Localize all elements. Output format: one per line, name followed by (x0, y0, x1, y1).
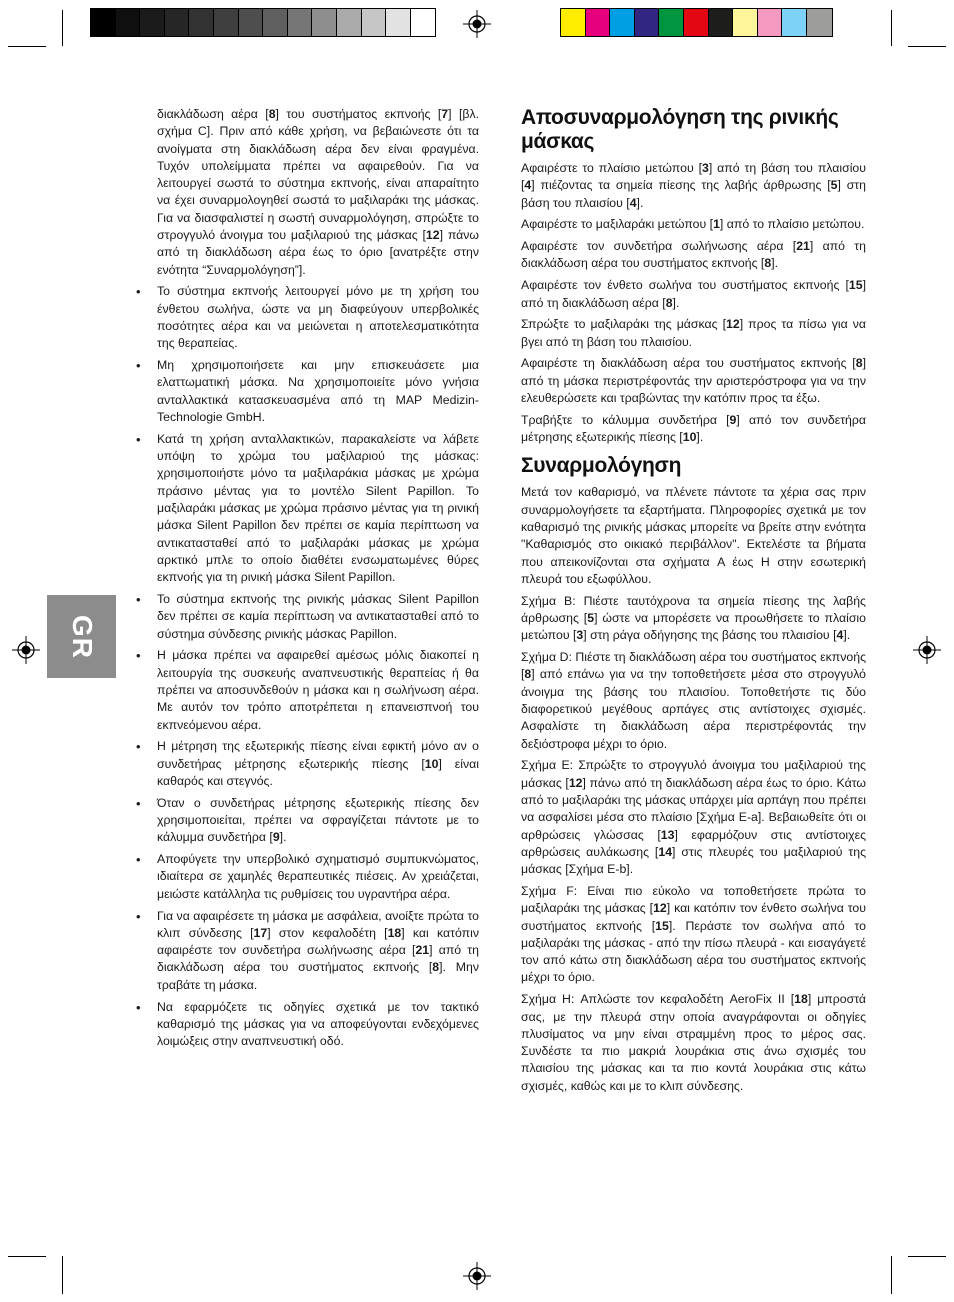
part-number: 12 (653, 901, 667, 916)
color-swatch (239, 9, 264, 36)
part-number: 4 (629, 195, 637, 210)
disassembly-step: Σπρώξτε το μαξιλαράκι της μάσκας [12] προς τα πίσω για να βγει από τη βάση του πλαισίου. (521, 317, 866, 349)
color-swatch (659, 9, 684, 36)
part-number: 10 (682, 430, 697, 445)
warning-item: • Η μάσκα πρέπει να αφαιρεθεί αμέσως μόλις διακοπεί η λειτουργία της συσκευής αναπνευστικής θεραπείας ή θα πρέπει να αποσυνδεθούν η μάσκα και η σωλήνωση αέρα. Με αυτόν τον τρόπο αποτρέπεται η επανεισπνοή του εκπνεόμενου αέρα. (157, 647, 479, 733)
color-swatch (165, 9, 190, 36)
crop-mark (908, 46, 946, 47)
part-number: 9 (272, 830, 280, 845)
crop-mark (62, 10, 63, 46)
color-swatch (586, 9, 611, 36)
disassembly-step: Τραβήξτε το κάλυμμα συνδετήρα [9] από τον συνδετήρα μέτρησης εξωτερικής πίεσης [10]. (521, 412, 866, 445)
part-number: 8 (524, 667, 532, 682)
part-number: 15 (848, 278, 863, 293)
part-number: 12 (425, 228, 440, 243)
part-number: 12 (726, 317, 740, 332)
crop-mark (8, 46, 46, 47)
assembly-steps (521, 484, 866, 1095)
disassembly-step: Αφαιρέστε το πλαίσιο μετώπου [3] από τη βάση του πλαισίου [4] πιέζοντας τα σημεία πίεσης της λαβής άρθρωσης [5] στη βάση του πλαισίου [4]. (521, 161, 866, 210)
assembly-step: Σχήμα H: Απλώστε τον κεφαλοδέτη AeroFix II [18] μπροστά σας, με την πλευρά στην οποία αναγράφονται οι οδηγίες πλυσίματος να μην είναι στραμμένη προς το μέρος σας. Συνδέστε τα πιο μακριά λουράκια στις άνω σχισμές του πλαισίου της μάσκας και τα πιο κοντά λουράκια στις κάτω σχισμές, καθώς και με το κλιπ σύνδεσης. (521, 992, 866, 1093)
part-number: 21 (415, 943, 430, 958)
color-swatch (337, 9, 362, 36)
grayscale-calibration-bar (90, 8, 436, 37)
warning-item: • Το σύστημα εκπνοής της ρινικής μάσκας Silent Papillon δεν πρέπει σε καμία περίπτωση να αντικατασταθεί από το σύστημα σύνδεσης ρινικής μάσκας Papillon. (157, 591, 479, 643)
color-swatch (288, 9, 313, 36)
color-swatch (807, 9, 832, 36)
warnings-list (157, 283, 479, 1050)
color-swatch (91, 9, 116, 36)
disassembly-step: Αφαιρέστε τον ένθετο σωλήνα του συστήματος εκπνοής [15] από τη διακλάδωση αέρα [8]. (521, 278, 866, 310)
color-swatch (782, 9, 807, 36)
part-number: 8 (855, 356, 863, 371)
disassembly-step: Αφαιρέστε τον συνδετήρα σωλήνωσης αέρα [21] από τη διακλάδωση αέρα του συστήματος εκπνοής [8]. (521, 239, 866, 271)
warning-item: • Όταν ο συνδετήρας μέτρησης εξωτερικής πίεσης δεν χρησιμοποιείται, πρέπει να σφραγίζεται πάντοτε με το κάλυμμα συνδετήρα [9]. (157, 795, 479, 847)
color-swatch (214, 9, 239, 36)
color-swatch (709, 9, 734, 36)
disassembly-steps (521, 160, 866, 446)
crop-mark (891, 1256, 892, 1294)
assembly-step: Μετά τον καθαρισμό, να πλένετε πάντοτε τα χέρια σας πριν συναρμολογήσετε τα εξαρτήματα. Πληροφορίες σχετικά με τον καθαρισμό της ρινικής μάσκας μπορείτε να βρείτε στην ενότητα "Καθαρισμός στο οικιακό περιβάλλον". Εκτελέστε τα βήματα που απεικονίζονται στα σχήματα A έως H στην εσωτερική πλευρά του εξωφύλλου. (521, 485, 866, 586)
part-number: 8 (268, 107, 276, 121)
part-number: 8 (764, 256, 772, 271)
part-number: 14 (658, 844, 673, 859)
color-swatch (263, 9, 288, 36)
color-swatch (411, 9, 436, 36)
language-tab (47, 595, 116, 678)
part-number: 18 (794, 992, 808, 1007)
part-number: 13 (660, 827, 675, 842)
part-number: 8 (665, 295, 673, 310)
left-column (157, 106, 479, 1055)
part-number: 3 (576, 628, 584, 643)
part-number: 3 (702, 161, 709, 175)
crop-mark (908, 1256, 946, 1257)
part-number: 9 (729, 412, 737, 427)
crop-mark (62, 1256, 63, 1294)
part-number: 4 (524, 178, 532, 193)
part-number: 8 (432, 960, 440, 975)
part-number: 5 (830, 178, 838, 193)
right-column (521, 106, 866, 1100)
registration-mark-icon (12, 636, 40, 664)
intro-paragraph: διακλάδωση αέρα [8] του συστήματος εκπνοής [7] [βλ. σχήμα C]. Πριν από κάθε χρήση, να βεβαιώνεστε ότι τα ανοίγματα στη διακλάδωση αέρα δεν είναι φραγμένα. Τυχόν υπολείμματα πρέπει να αφαιρεθούν. Για να λειτουργεί σωστά το σύστημα εκπνοής, είναι απαραίτητο να έχει συναρμολογηθεί σωστά το μαξιλαράκι της μάσκας. Για να διασφαλιστεί η σωστή συναρμολόγηση, σπρώξτε το στρογγυλό άνοιγμα του μαξιλαριού της μάσκας [12] πάνω από τη διακλάδωση αέρα έως το όριο [ανατρέξτε στην ενότητα “Συναρμολόγηση”]. (157, 107, 480, 277)
color-swatch (758, 9, 783, 36)
warning-item: • Το σύστημα εκπνοής λειτουργεί μόνο με τη χρήση του ένθετου σωλήνα, ώστε να μη διαφεύγουν υπερβολικές ποσότητες αέρα και να μειώνεται η αποτελεσματικότητα της θεραπείας. (157, 283, 479, 352)
color-swatch (684, 9, 709, 36)
assembly-heading: Συναρμολόγηση (521, 454, 682, 478)
warning-item: • Μη χρησιμοποιήσετε και μην επισκευάσετε μια ελαττωματική μάσκα. Να χρησιμοποιείτε μόνο γνήσια ανταλλακτικά κατασκευασμένα από τη MAP Medizin-Technologie GmbH. (157, 357, 479, 426)
disassembly-step: Αφαιρέστε τη διακλάδωση αέρα του συστήματος εκπνοής [8] από τη μάσκα περιστρέφοντάς την αριστερόστροφα για να την ελευθερώσετε και τραβώντας την κατόπιν προς τα έξω. (521, 356, 866, 406)
part-number: 15 (655, 918, 669, 933)
registration-mark-icon (463, 10, 491, 38)
warning-item: • Για να αφαιρέσετε τη μάσκα με ασφάλεια, ανοίξτε πρώτα το κλιπ σύνδεσης [17] στον κεφαλοδέτη [18] και κατόπιν αφαιρέστε τον συνδετήρα σωλήνωσης αέρα [21] από τη διακλάδωση αέρα του συστήματος εκπνοής [8]. Μην τραβάτε τη μάσκα. (157, 908, 479, 994)
assembly-step: Σχήμα B: Πιέστε ταυτόχρονα τα σημεία πίεσης της λαβής άρθρωσης [5] ώστε να μπορέσετε να προωθήσετε το πλαίσιο μετώπου [3] στη ράγα οδήγησης της βάσης του πλαισίου [4]. (521, 593, 867, 643)
part-number: 7 (441, 107, 449, 121)
color-swatch (312, 9, 337, 36)
part-number: 5 (587, 611, 595, 626)
disassembly-heading: Αποσυναρμολόγηση της ρινικής μάσκας (521, 106, 839, 153)
disassembly-step: Αφαιρέστε το μαξιλαράκι μετώπου [1] από το πλαίσιο μετώπου. (521, 217, 865, 232)
assembly-step: Σχήμα F: Είναι πιο εύκολο να τοποθετήσετε πρώτα το μαξιλαράκι της μάσκας [12] και κατόπιν τον ένθετο σωλήνα του συστήματος εκπνοής [15]. Περάστε τον σωλήνα από το μαξιλαράκι της μάσκας - από την πίσω πλευρά - και εισαγάγετέ τον από κάτω στη διακλάδωση αέρα του συστήματος εκπνοής μέχρι το όριο. (521, 883, 866, 985)
color-swatch (733, 9, 758, 36)
part-number: 17 (253, 925, 268, 940)
warning-item: • Η μέτρηση της εξωτερικής πίεσης είναι εφικτή μόνο αν ο συνδετήρας μέτρησης εξωτερικής πίεσης [10] είναι καθαρός και στεγνός. (157, 738, 479, 790)
part-number: 18 (387, 925, 402, 940)
color-swatch (116, 9, 141, 36)
warning-item: • Να εφαρμόζετε τις οδηγίες σχετικά με τον τακτικό καθαρισμό της μάσκας για να αποφεύγονται ενδεχόμενες λοιμώξεις στην αναπνευστική οδό. (157, 999, 479, 1051)
part-number: 4 (836, 628, 844, 643)
color-calibration-bar (560, 8, 833, 37)
color-swatch (189, 9, 214, 36)
assembly-step: Σχήμα D: Πιέστε τη διακλάδωση αέρα του συστήματος εκπνοής [8] από επάνω για να την τοποθετήσετε μέσα στο στρογγυλό άνοιγμα της βάσης του πλαισίου. Τοποθετήστε τις δύο διαφορετικού μεγέθους αρπάγες στις αντίστοιχες σχισμές. Ασφαλίστε τη διακλάδωση αέρα περιστρέφοντάς την δεξιόστροφα μέχρι το όριο. (521, 650, 866, 751)
color-swatch (561, 9, 586, 36)
warning-item: • Κατά τη χρήση ανταλλακτικών, παρακαλείστε να λάβετε υπόψη το χρώμα του μαξιλαριού της μάσκας: χρησιμοποιήστε μόνο τα μαξιλαράκια μάσκας με χρώμα πράσινο μέντας για το μοντέλο Silent Papillon. Το μαξιλαράκι μάσκας με χρώμα πράσινο μέντας για τη ρινική μάσκα Silent Papillon δεν πρέπει σε καμία περίπτωση να αντικατασταθεί από το μαξιλαράκι μάσκας με χρώμα αρκτικό μπλε το οποίο διαθέτει ενσωματωμένες θύρες εκπνοής για τη ρινική μάσκα Silent Papillon. (157, 431, 479, 587)
color-swatch (610, 9, 635, 36)
part-number: 21 (796, 239, 810, 254)
part-number: 10 (424, 756, 439, 771)
assembly-step: Σχήμα E: Σπρώξτε το στρογγυλό άνοιγμα του μαξιλαριού της μάσκας [12] πάνω από τη διακλάδωση αέρα έως το όριο. Κάτω από το μαξιλαράκι της μάσκας υπάρχει μία αρπάγη που πρέπει να ασφαλίσει μέσα στο πλαίσιο [Σχήμα E-a]. Βεβαιωθείτε ότι οι αρθρώσεις γλώσσας [13] εφαρμόζουν στις αντίστοιχες αρθρώσεις αυλάκωσης [14] στις πλευρές του μαξιλαριού της μάσκας [Σχήμα E-b]. (521, 758, 866, 877)
crop-mark (891, 10, 892, 46)
language-tab-label: GR (66, 614, 98, 659)
registration-mark-icon (463, 1262, 491, 1290)
color-swatch (386, 9, 411, 36)
part-number: 12 (568, 775, 583, 790)
color-swatch (362, 9, 387, 36)
part-number: 1 (713, 217, 720, 232)
color-swatch (635, 9, 660, 36)
registration-mark-icon (913, 636, 941, 664)
crop-mark (8, 1256, 46, 1257)
warning-item: • Αποφύγετε την υπερβολικό σχηματισμό συμπυκνώματος, ιδιαίτερα σε χαμηλές θεραπευτικές πιέσεις. Αν χρειάζεται, μειώστε κατάλληλα τις ρυθμίσεις του υγραντήρα αέρα. (157, 851, 479, 903)
color-swatch (140, 9, 165, 36)
